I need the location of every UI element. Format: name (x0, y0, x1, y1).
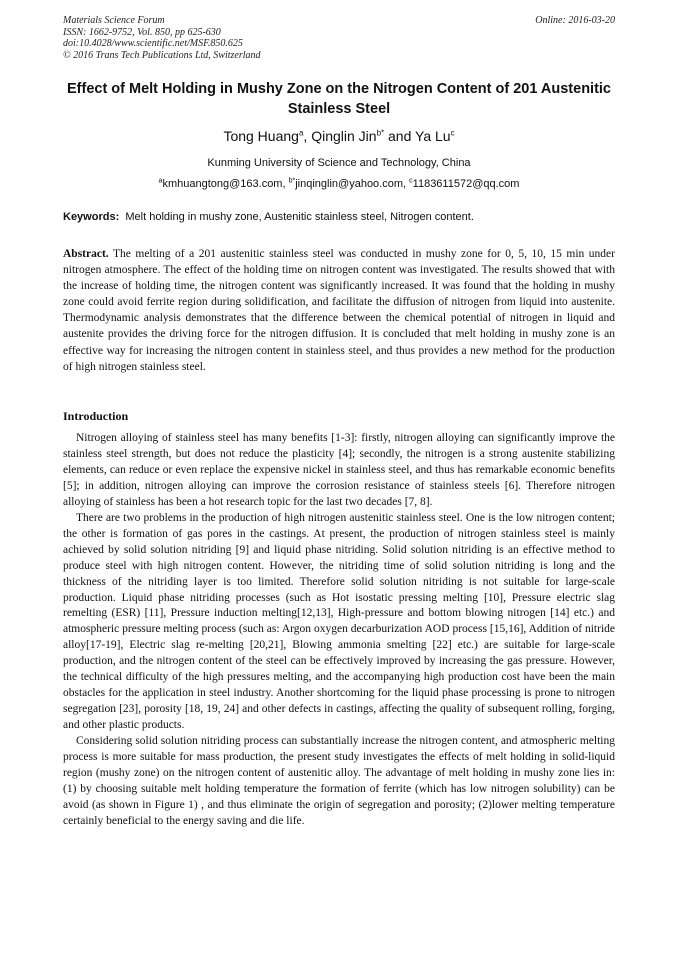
copyright-line: © 2016 Trans Tech Publications Ltd, Switzerland (63, 49, 261, 61)
author-superscript: b* (376, 128, 385, 138)
paper-title: Effect of Melt Holding in Mushy Zone on the Nitrogen Content of 201 Austenitic Stainless Steel (66, 81, 611, 117)
abstract-text: The melting of a 201 austenitic stainless steel was conducted in mushy zone for 0, 5, 10, 15 min under nitrogen atmosphere. The effect of the holding time on nitrogen content was investigated. The results showed that with the increase of holding time, the nitrogen content was significantly increased. It was found that the holding in mushy zone could avoid ferrite region during solidification, and facilitate the diffusion of nitrogen from liquid into austenite. Thermodynamic analysis demonstrates that the difference between the chemical potential of nitrogen in liquid and austenite provides the driving force for the nitrogen diffusion. It is concluded that melt holding in mushy zone is an effective way for increasing the nitrogen content in stainless steel, and thus provides a new method for the production of high nitrogen stainless steel. (63, 248, 615, 373)
author-name: Qinglin Jin (311, 128, 377, 144)
keywords-label: Keywords: (63, 211, 120, 223)
introduction-body (63, 431, 615, 830)
issn-line: ISSN: 1662-9752, Vol. 850, pp 625-630 (63, 26, 221, 38)
keywords-text: Melt holding in mushy zone, Austenitic stainless steel, Nitrogen content. (125, 211, 474, 223)
author-superscript: a (298, 128, 304, 138)
abstract-label: Abstract. (63, 248, 109, 260)
author-list (63, 128, 615, 144)
email-address[interactable]: 1183611572@qq.com (412, 178, 520, 190)
email-superscript: b* (288, 177, 296, 185)
abstract (63, 246, 615, 375)
author-separator: , (303, 128, 312, 144)
paragraph: Considering solid solution nitriding process can substantially increase the nitrogen content, and atmospheric melting process is more suitable for mass production, the present study investigates the effects of melt holding in solid-liquid region (mushy zone) on the nitrogen content of austenitic alloy. The advantage of melt holding in mushy zone lies in: (1) by choosing suitable melt holding temperature the formation of ferrite (which has low nitrogen solubility) can be avoid (as shown in Figure 1) , and thus eliminate the origin of segregation and porosity; (2)lower melting temperature certainly beneficial to the energy saving and die life. (63, 735, 615, 827)
email-address[interactable]: jinqinglin@yahoo.com (295, 178, 404, 190)
author-name: Ya Lu (415, 128, 451, 144)
paragraph: There are two problems in the production of high nitrogen austenitic stainless steel. One is the low nitrogen content; the other is formation of gas pores in the castings. At present, the production of nitrogen stainless steel is mainly achieved by solid solution nitriding [9] and liquid phase nitriding. Solid solution nitriding is an effective method to produce steel with high nitrogen content. However, the nitriding time of solid solution nitriding is long and the thickness of the nitriding layer is too limited. Therefore solid solution nitriding is not suitable for large-scale production. Liquid phase nitriding processes (such as Hot isostatic pressing melting [10], Pressure electric slag remelting (ESR) [11], Pressure induction melting[12,13], High-pressure and bottom blowing nitrogen [14] etc.) and atmospheric pressure melting process (such as: Argon oxygen decarburization AOD process [15,16], Addition of nitride alloy[17-19], Electric slag re-melting [20,21], Blowing ammonia smelting [22] etc.) are suitable for large-scale production, and the nitrogen content of the steel can be effectively improved by increasing the gas pressure. However, the technical difficulty of the high pressures melting, and the accompanying high production cost have been the main obstacles for the application in steel industry. Another shortcoming for the liquid phase processing is prone to nitrogen segregation [23], porosity [18, 19, 24] and other defects in castings, affecting the quality of subsequent rolling, forging, and other plastic products. (63, 511, 615, 732)
affiliation: Kunming University of Science and Technology, China (207, 157, 471, 169)
section-heading-introduction: Introduction (63, 409, 129, 423)
publication-info (63, 15, 261, 61)
doi-line: doi:10.4028/www.scientific.net/MSF.850.625 (63, 38, 243, 49)
keywords (63, 211, 615, 223)
author-separator: and (384, 128, 416, 144)
email-address[interactable]: kmhuangtong@163.com (162, 178, 283, 190)
email-superscript: c (409, 177, 413, 185)
journal-name: Materials Science Forum (63, 15, 165, 26)
email-superscript: a (158, 177, 163, 185)
author-name: Tong Huang (223, 128, 299, 144)
author-superscript: c (450, 128, 455, 138)
paragraph: Nitrogen alloying of stainless steel has many benefits [1-3]: firstly, nitrogen alloying can significantly improve the stainless steel strength, but does not reduce the plasticity [4]; secondly, the nitrogen is a strong austenite stabilizing elements, can reduce or even replace the expensive nickel in stainless steel, and thus has remarkable economic benefits [5]; in addition, nitrogen alloying can improve the corrosion resistance of stainless steels [6]. Therefore nitrogen alloying of stainless has been a hot research topic for the last two decades [7, 8]. (63, 432, 615, 508)
email-list: $^a$kmhuangtong@163.com, $^{b*}$jinqinglin@yahoo.com, $^c$1183611572@qq.com (158, 177, 520, 190)
online-date: Online: 2016-03-20 (535, 15, 615, 26)
